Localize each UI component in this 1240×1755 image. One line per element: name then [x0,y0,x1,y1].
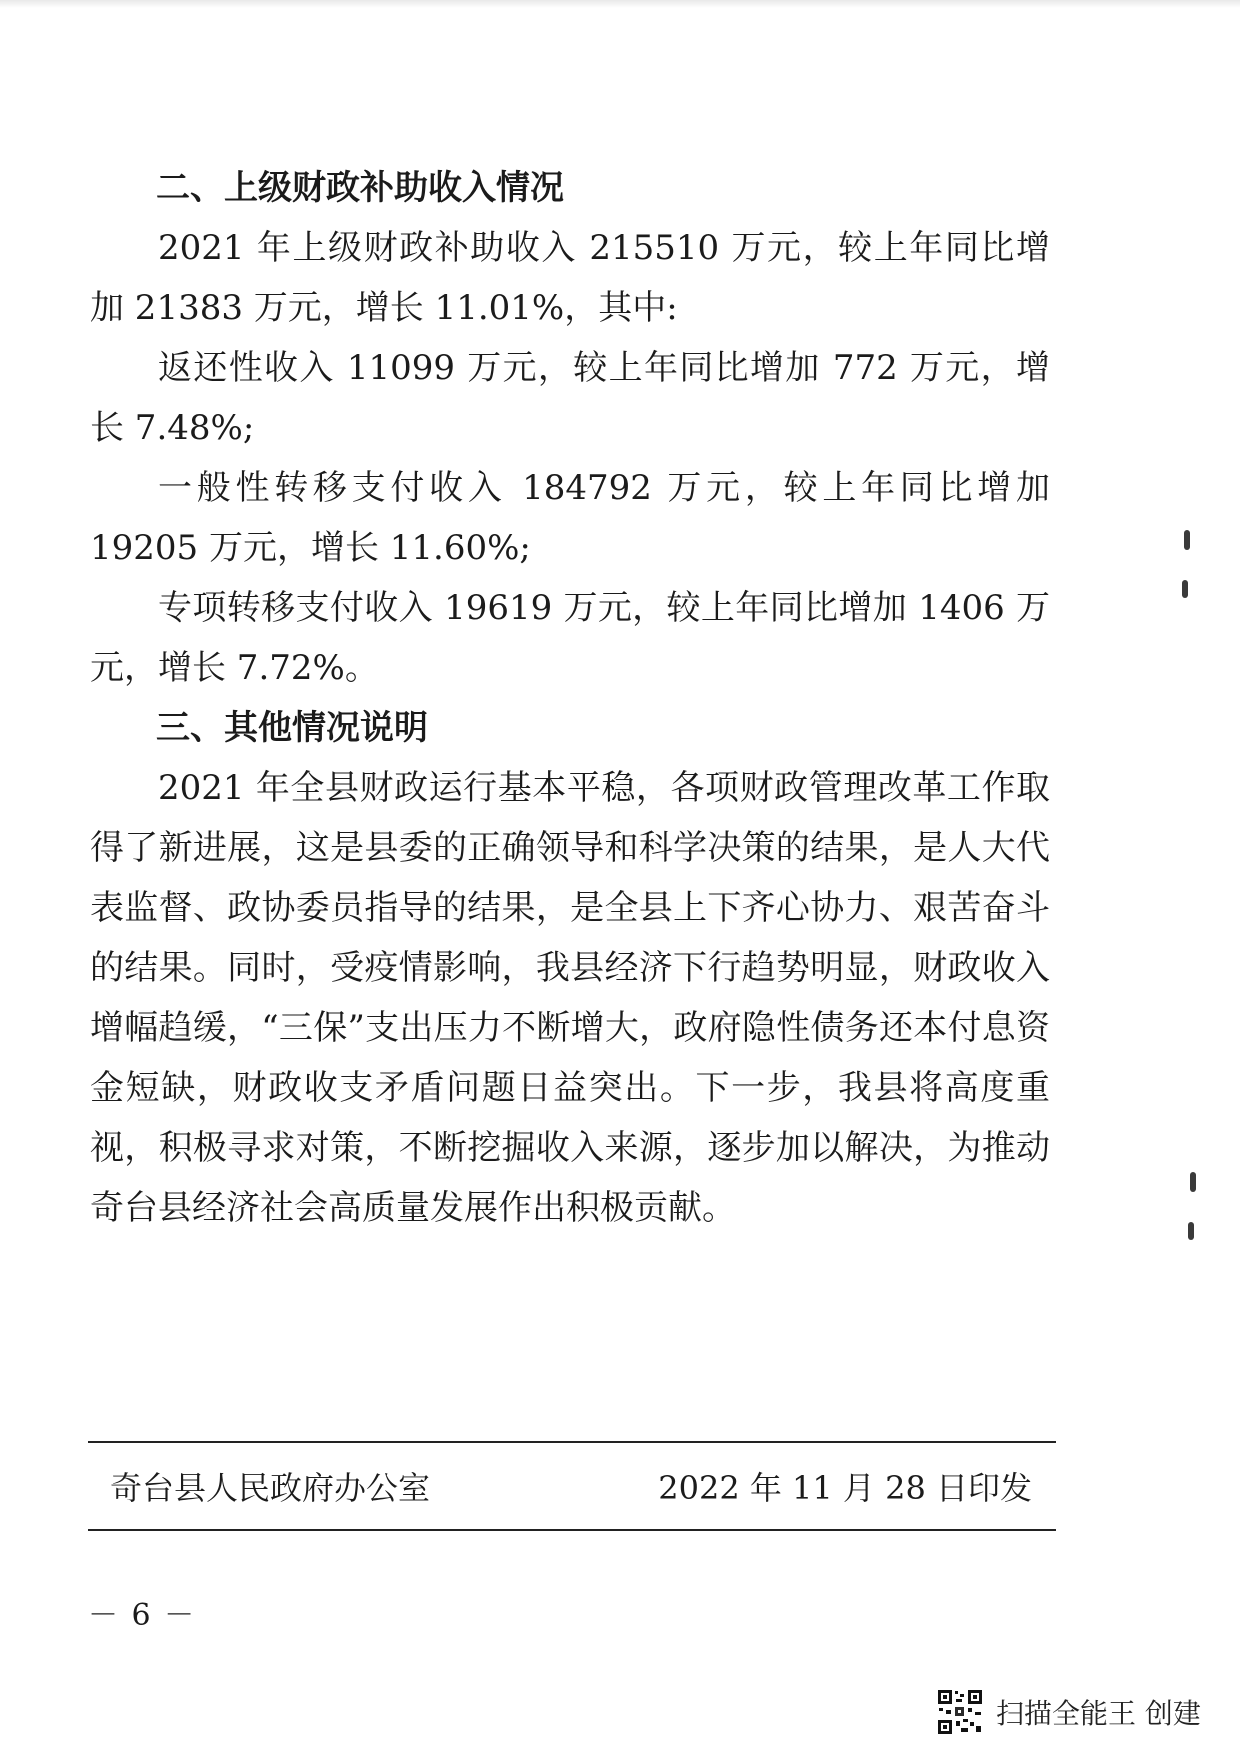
paragraph-other-notes: 2021 年全县财政运行基本平稳，各项财政管理改革工作取得了新进展，这是县委的正确领导和科学决策的结果，是人大代表监督、政协委员指导的结果，是全县上下齐心协力、艰苦奋斗的结果。同时，受疫情影响，我县经济下行趋势明显，财政收入增幅趋缓，“三保”支出压力不断增大，政府隐性债务还本付息资金短缺，财政收支矛盾问题日益突出。下一步，我县将高度重视，积极寻求对策，不断挖掘收入来源，逐步加以解决，为推动奇台县经济社会高质量发展作出积极贡献。 [90,768,1050,1228]
paragraph-special-transfer: 专项转移支付收入 19619 万元，较上年同比增加 1406 万元，增长 7.72%。 [90,588,1050,688]
issue-date: 2022 年 11 月 28 日印发 [658,1469,1032,1507]
issuer-row [88,1443,1056,1529]
page-number: － 6 － [88,1598,197,1633]
document-body [90,158,1050,1238]
scan-edge [0,0,1240,8]
binding-hole-mark [1190,1172,1196,1192]
binding-hole-mark [1182,580,1188,598]
section-heading-other-notes: 三、其他情况说明 [156,708,428,748]
footer-bottom-rule [88,1529,1056,1531]
issuance-footer [88,1441,1056,1531]
binding-hole-mark [1184,530,1190,550]
watermark-text: 扫描全能王 创建 [996,1697,1201,1730]
paragraph-subsidy-total: 2021 年上级财政补助收入 215510 万元，较上年同比增加 21383 万元，增长 11.01%，其中: [90,228,1050,328]
qr-code-icon [936,1688,984,1736]
paragraph-general-transfer: 一般性转移支付收入 184792 万元，较上年同比增加 19205 万元，增长 11.60%; [90,468,1050,568]
scanner-watermark [936,1688,1201,1736]
paragraph-return-income: 返还性收入 11099 万元，较上年同比增加 772 万元，增长 7.48%; [90,348,1050,448]
binding-hole-mark [1188,1222,1194,1240]
issuing-office: 奇台县人民政府办公室 [110,1469,431,1507]
section-heading-superior-subsidy: 二、上级财政补助收入情况 [156,168,564,208]
